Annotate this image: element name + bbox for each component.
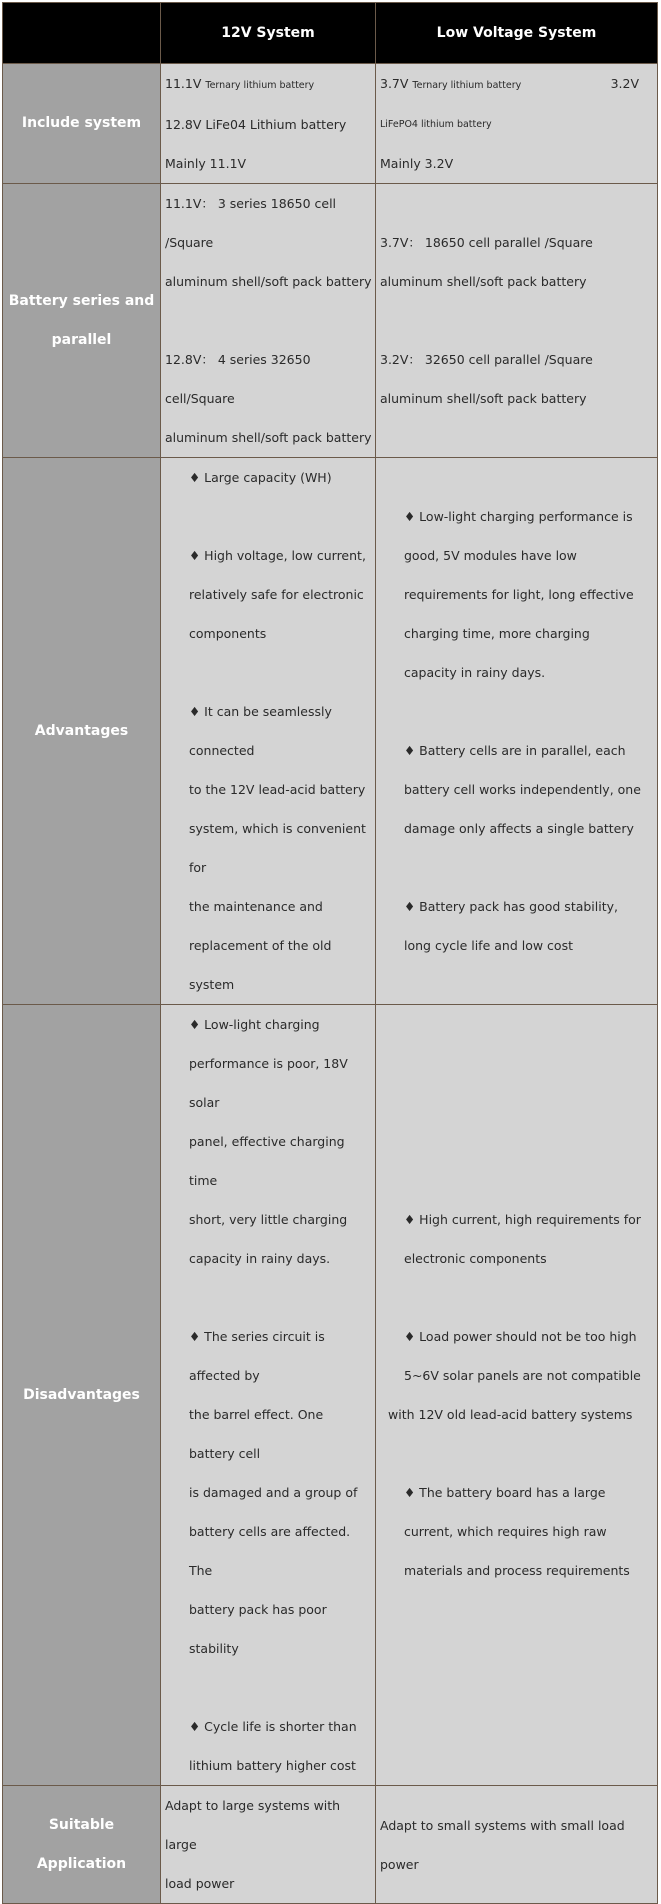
cell-advantages-low-voltage bbox=[376, 458, 658, 1005]
text-line: 11.1V Ternary lithium battery bbox=[165, 76, 315, 91]
text-line: panel, effective charging time bbox=[189, 1134, 345, 1188]
cell-series-12v bbox=[161, 184, 376, 458]
text-line: capacity in rainy days. bbox=[404, 665, 546, 680]
text-line: materials and process requirements bbox=[404, 1563, 630, 1578]
text-line: ♦ High voltage, low current, bbox=[189, 548, 366, 563]
row-label-advantages: Advantages bbox=[3, 458, 161, 1005]
text-line: ♦ Large capacity (WH) bbox=[189, 470, 332, 485]
row-advantages bbox=[3, 458, 658, 1005]
text-line: ♦ Low-light charging performance is bbox=[404, 509, 633, 524]
text-line: short, very little charging bbox=[189, 1212, 348, 1227]
text-line: ♦ Battery cells are in parallel, each bbox=[404, 743, 626, 758]
header-low-voltage-system: Low Voltage System bbox=[376, 3, 658, 64]
row-label-suitable-application: Suitable Application bbox=[3, 1786, 161, 1904]
text-line: system, which is convenient for bbox=[189, 821, 366, 875]
text-line: LiFePO4 lithium battery bbox=[380, 119, 492, 130]
text-line: current, which requires high raw bbox=[404, 1524, 607, 1539]
header-12v-system: 12V System bbox=[161, 3, 376, 64]
text-line: ♦ The series circuit is affected by bbox=[189, 1329, 325, 1383]
text-line: long cycle life and low cost bbox=[404, 938, 573, 953]
cell-disadvantages-low-voltage bbox=[376, 1005, 658, 1786]
text-line: with 12V old lead-acid battery systems bbox=[388, 1407, 633, 1422]
cell-include-low-voltage bbox=[376, 64, 658, 184]
row-suitable-application bbox=[3, 1786, 658, 1904]
text-line: ♦ Load power should not be too high bbox=[404, 1329, 637, 1344]
text-line: Adapt to small systems with small load bbox=[380, 1817, 625, 1833]
row-battery-series bbox=[3, 184, 658, 458]
text-line: charging time, more charging bbox=[404, 626, 590, 641]
text-line: 12.8V LiFe04 Lithium battery bbox=[165, 117, 347, 132]
text-line: battery pack has poor stability bbox=[189, 1602, 327, 1656]
text-line: aluminum shell/soft pack battery bbox=[380, 274, 587, 289]
text-line: requirements for light, long effective bbox=[404, 587, 634, 602]
text-line: ♦ It can be seamlessly connected bbox=[189, 704, 332, 758]
text-line: components bbox=[189, 626, 267, 641]
row-label-include-system: Include system bbox=[3, 64, 161, 184]
text-line: capacity in rainy days. bbox=[189, 1251, 331, 1266]
cell-include-12v bbox=[161, 64, 376, 184]
text-line: 12.8V： 4 series 32650 cell/Square bbox=[165, 352, 311, 406]
text-line: aluminum shell/soft pack battery bbox=[380, 391, 587, 406]
text-line: 11.1V： 3 series 18650 cell /Square bbox=[165, 196, 337, 250]
cell-advantages-12v bbox=[161, 458, 376, 1005]
text-line: the maintenance and bbox=[189, 899, 323, 914]
text-line: aluminum shell/soft pack battery bbox=[165, 274, 372, 289]
text-line: Adapt to large systems with large bbox=[165, 1798, 341, 1852]
cell-series-low-voltage bbox=[376, 184, 658, 458]
text-line: aluminum shell/soft pack battery bbox=[165, 430, 372, 445]
text-line: Mainly 11.1V bbox=[165, 156, 247, 171]
text-line: replacement of the old system bbox=[189, 938, 332, 992]
header-row bbox=[3, 3, 658, 64]
text-line: Mainly 3.2V bbox=[380, 156, 454, 171]
row-disadvantages bbox=[3, 1005, 658, 1786]
text-line: ♦ High current, high requirements for bbox=[404, 1212, 641, 1227]
text-line: the barrel effect. One battery cell bbox=[189, 1407, 324, 1461]
text-line: ♦ The battery board has a large bbox=[404, 1485, 606, 1500]
cell-application-low-voltage bbox=[376, 1786, 658, 1904]
header-corner bbox=[3, 3, 161, 64]
cell-disadvantages-12v bbox=[161, 1005, 376, 1786]
text-line: load power bbox=[165, 1876, 235, 1891]
row-include-system bbox=[3, 64, 658, 184]
text-line: ♦ Cycle life is shorter than bbox=[189, 1719, 357, 1734]
text-line: ♦ Battery pack has good stability, bbox=[404, 899, 619, 914]
text-line: to the 12V lead-acid battery bbox=[189, 782, 366, 797]
text-line: damage only affects a single battery bbox=[404, 821, 634, 836]
text-line: 5~6V solar panels are not compatible bbox=[404, 1368, 641, 1383]
comparison-table bbox=[2, 2, 658, 1904]
text-line: performance is poor, 18V solar bbox=[189, 1056, 348, 1110]
text-line: 3.2V： 32650 cell parallel /Square bbox=[380, 352, 593, 367]
text-line: ♦ Low-light charging bbox=[189, 1017, 320, 1032]
text-line: is damaged and a group of bbox=[189, 1485, 358, 1500]
row-label-battery-series: Battery series and parallel bbox=[3, 184, 161, 458]
cell-application-12v bbox=[161, 1786, 376, 1904]
text-line: relatively safe for electronic bbox=[189, 587, 364, 602]
row-label-disadvantages: Disadvantages bbox=[3, 1005, 161, 1786]
text-line: good, 5V modules have low bbox=[404, 548, 577, 563]
text-line: 3.7V： 18650 cell parallel /Square bbox=[380, 235, 593, 250]
text-line: 3.7V Ternary lithium battery 3.2V bbox=[380, 76, 639, 91]
text-line: lithium battery higher cost bbox=[189, 1758, 356, 1773]
text-line: electronic components bbox=[404, 1251, 547, 1266]
text-line: power bbox=[380, 1856, 419, 1872]
text-line: battery cell works independently, one bbox=[404, 782, 641, 797]
text-line: battery cells are affected. The bbox=[189, 1524, 351, 1578]
